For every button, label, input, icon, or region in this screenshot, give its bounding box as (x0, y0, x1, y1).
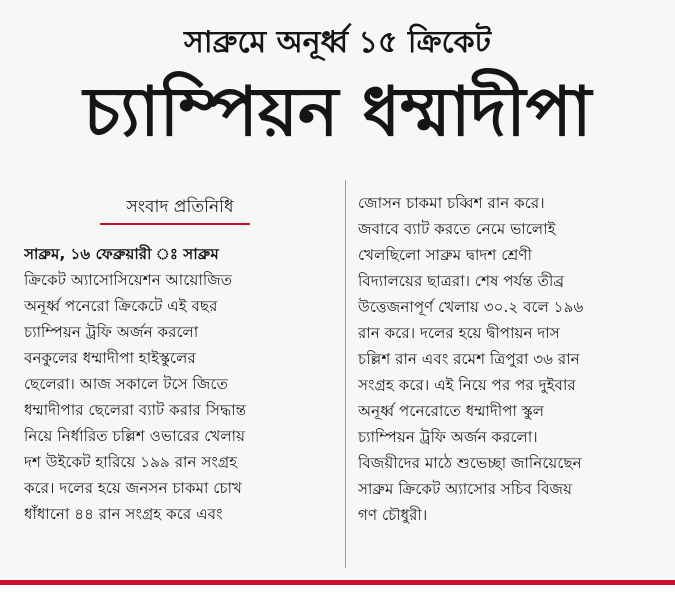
article-headline: চ্যাম্পিয়ন ধম্মাদীপা (83, 72, 592, 152)
column-line: সাব্রুম, ১৬ ফেব্রুয়ারী ঃ সাব্রুম (24, 245, 219, 263)
byline-underline (100, 223, 250, 225)
column-line: অনূর্ধ্ব পনেরোতে ধম্মাদীপা স্কুল (358, 402, 545, 420)
column-line: সংগ্রহ করে। এই নিয়ে পর পর দুইবার (358, 376, 576, 394)
column-line: নিয়ে নির্ধারিত চল্লিশ ওভারের খেলায় (24, 427, 246, 445)
column-line: বনকুলের ধম্মাদীপা হাইস্কুলের (24, 349, 196, 367)
column-divider (345, 180, 346, 568)
column-line: জবাবে ব্যাট করতে নেমে ভালোই (358, 220, 556, 238)
article-column-left (24, 241, 334, 527)
column-line: বিজয়ীদের মাঠে শুভেচ্ছা জানিয়েছেন (358, 454, 582, 472)
column-line: চ্যাম্পিয়ন ট্রফি অর্জন করলো। (358, 428, 538, 446)
article-byline: সংবাদ প্রতিনিধি (126, 197, 234, 217)
column-line: করে। দলের হয়ে জনসন চাকমা চোখ (24, 479, 242, 497)
column-line: উত্তেজনাপূর্ণ খেলায় ৩০.২ বলে ১৯৬ (358, 298, 584, 316)
column-line: চল্লিশ রান এবং রমেশ ত্রিপুরা ৩৬ রান (358, 350, 580, 368)
column-line: দশ উইকেট হারিয়ে ১৯৯ রান সংগ্রহ (24, 453, 238, 471)
column-line: সাব্রুম ক্রিকেট অ্যাসোর সচিব বিজয় (358, 480, 573, 498)
article-column-right (358, 190, 663, 528)
column-line: গণ চৌধুরী। (358, 506, 428, 524)
column-line: খেলছিলো সাব্রুম দ্বাদশ শ্রেণী (358, 246, 532, 264)
column-line: ক্রিকেট অ্যাসোসিয়েশন আয়োজিত (24, 271, 233, 289)
column-line: চ্যাম্পিয়ন ট্রফি অর্জন করলো (24, 323, 199, 341)
column-line: রান করে। দলের হয়ে দ্বীপায়ন দাস (358, 324, 560, 342)
bottom-red-rule (0, 580, 675, 585)
column-line: অনূর্ধ্ব পনেরো ক্রিকেটে এই বছর (24, 297, 218, 315)
column-line: ধম্মাদীপার ছেলেরা ব্যাট করার সিদ্ধান্ত (24, 401, 247, 419)
column-line: বিদ্যালয়ের ছাত্ররা। শেষ পর্যন্ত তীব্র (358, 272, 565, 290)
article-kicker: সাব্রুমে অনূর্ধ্ব ১৫ ক্রিকেট (184, 25, 491, 60)
column-line: জোসন চাকমা চব্বিশ রান করে। (358, 194, 545, 212)
column-line: ছেলেরা। আজ সকালে টসে জিতে (24, 375, 228, 393)
column-line: ধাঁধানো ৪৪ রান সংগ্রহ করে এবং (24, 505, 223, 523)
